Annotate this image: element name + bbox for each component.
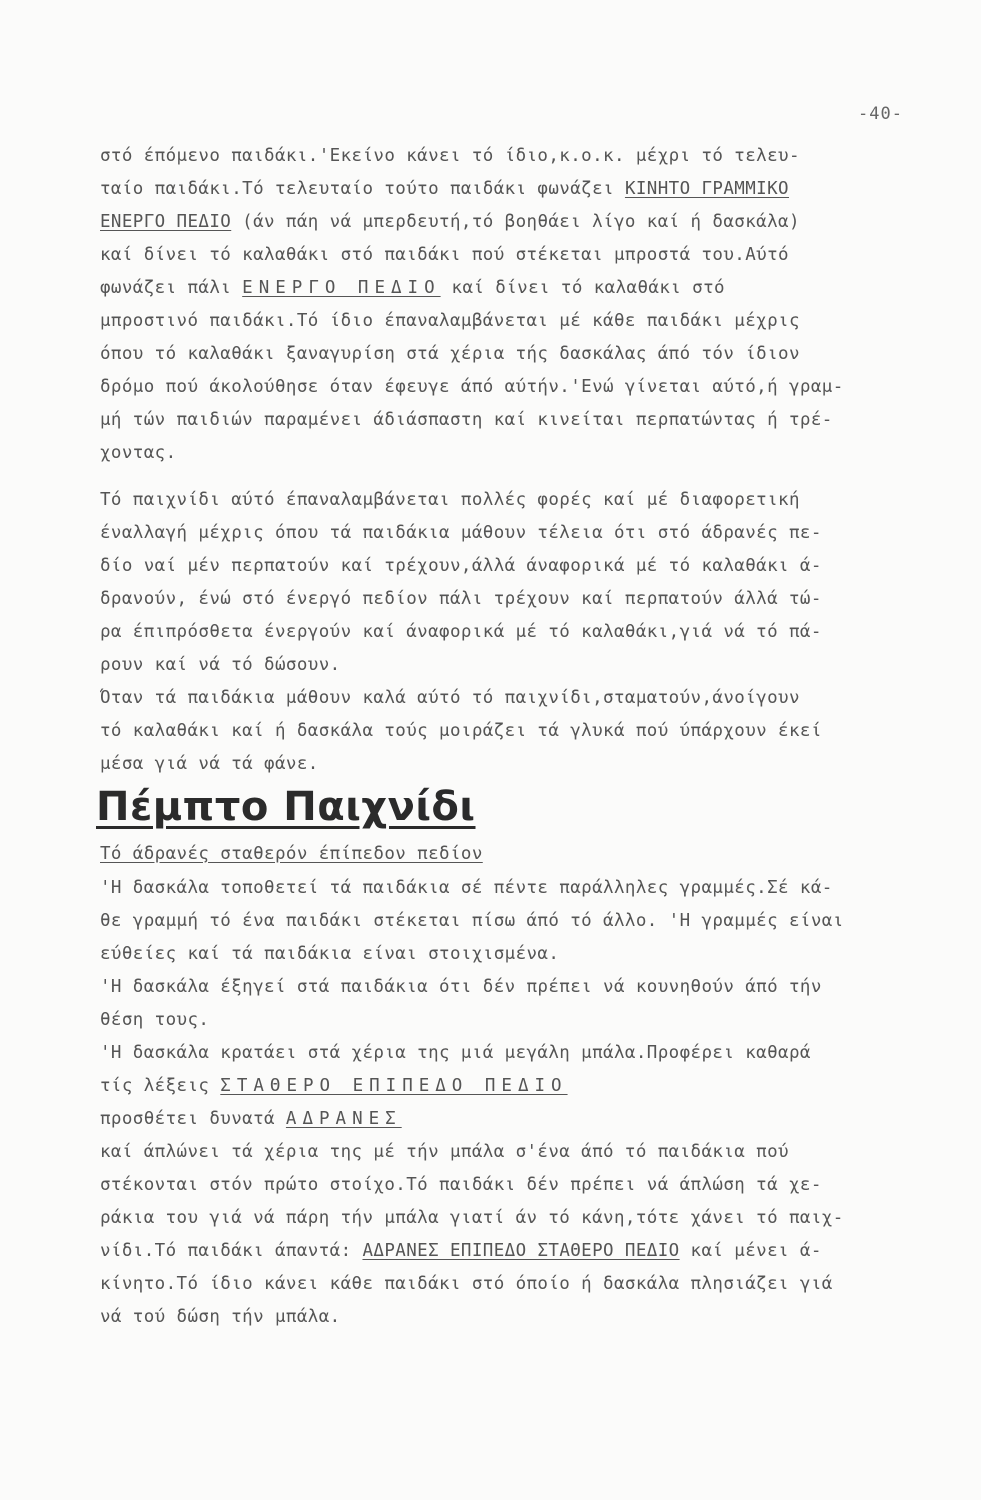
paragraph-fifth-game — [100, 872, 920, 1334]
text-line: δρανούν, ένώ στό ένεργό πεδίον πάλι τρέχουν καί περπατούν άλλά τώ- — [100, 589, 822, 609]
text-segment: ταίο παιδάκι.Τό τελευταίο τούτο παιδάκι φωνάζει — [100, 179, 625, 199]
page-number: -40- — [858, 104, 903, 124]
text-line: μπροστινό παιδάκι.Τό ίδιο έπαναλαμβάνεται μέ κάθε παιδάκι μέχρις — [100, 311, 800, 331]
text-line: δρόμο πού άκολούθησε όταν έφευγε άπό αύτήν.'Ενώ γίνεται αύτό,ή γραμ- — [100, 377, 844, 397]
text-line: Όταν τά παιδάκια μάθουν καλά αύτό τό παιχνίδι,σταματούν,άνοίγουν — [100, 688, 800, 708]
text-line: ράκια του γιά νά πάρη τήν μπάλα γιατί άν τό κάνη,τότε χάνει τό παιχ- — [100, 1208, 844, 1228]
text-line — [100, 206, 920, 239]
text-line: μέσα γιά νά τά φάνε. — [100, 754, 319, 774]
spaced-underlined-phrase: ΣΤΑΘΕΡΟ ΕΠΙΠΕΔΟ ΠΕΔΙΟ — [220, 1076, 568, 1096]
section-subtitle: Τό άδρανές σταθερόν έπίπεδον πεδίον — [100, 844, 483, 864]
paragraph-continuation — [100, 140, 920, 470]
paragraph-repetition — [100, 484, 920, 781]
text-line: όπου τό καλαθάκι ξαναγυρίση στά χέρια τής δασκάλας άπό τόν ίδιον — [100, 344, 800, 364]
text-segment: καί μένει ά- — [679, 1241, 822, 1261]
text-line: 'Η δασκάλα τοποθετεί τά παιδάκια σέ πέντε παράλληλες γραμμές.Σέ κά- — [100, 878, 833, 898]
spaced-underlined-phrase: ΑΔΡΑΝΕΣ — [285, 1109, 402, 1129]
text-segment: τίς λέξεις — [100, 1076, 221, 1096]
text-line: ρουν καί νά τό δώσουν. — [100, 655, 341, 675]
text-line: Τό παιχνίδι αύτό έπαναλαμβάνεται πολλές φορές καί μέ διαφορετική — [100, 490, 800, 510]
text-line: ρα έπιπρόσθετα ένεργούν καί άναφορικά μέ τό καλαθάκι,γιά νά τό πά- — [100, 622, 822, 642]
text-line: θέση τους. — [100, 1010, 210, 1030]
text-line — [100, 1070, 920, 1103]
text-line — [100, 272, 920, 305]
text-line: καί δίνει τό καλαθάκι στό παιδάκι πού στέκεται μπροστά του.Αύτό — [100, 245, 789, 265]
text-line: 'Η δασκάλα έξηγεί στά παιδάκια ότι δέν πρέπει νά κουνηθούν άπό τήν — [100, 977, 822, 997]
text-line — [100, 1235, 920, 1268]
text-line — [100, 1103, 920, 1136]
text-line — [100, 173, 920, 206]
text-line: μή τών παιδιών παραμένει άδιάσπαστη καί κινείται περπατώντας ή τρέ- — [100, 410, 833, 430]
text-segment: (άν πάη νά μπερδευτή,τό βοηθάει λίγο καί ή δασκάλα) — [231, 212, 800, 232]
text-segment: νίδι.Τό παιδάκι άπαντά: — [100, 1241, 363, 1261]
text-line: τό καλαθάκι καί ή δασκάλα τούς μοιράζει τά γλυκά πού ύπάρχουν έκεί — [100, 721, 822, 741]
text-line: στό έπόμενο παιδάκι.'Εκείνο κάνει τό ίδιο,κ.ο.κ. μέχρι τό τελευ- — [100, 146, 800, 166]
underlined-phrase: ΑΔΡΑΝΕΣ ΕΠΙΠΕΔΟ ΣΤΑΘΕΡΟ ΠΕΔΙΟ — [362, 1241, 680, 1261]
text-line: νά τού δώση τήν μπάλα. — [100, 1307, 341, 1327]
text-line: κίνητο.Τό ίδιο κάνει κάθε παιδάκι στό όποίο ή δασκάλα πλησιάζει γιά — [100, 1274, 833, 1294]
text-segment: προσθέτει δυνατά — [100, 1109, 286, 1129]
text-line: εύθείες καί τά παιδάκια είναι στοιχισμένα. — [100, 944, 560, 964]
text-line: θε γραμμή τό ένα παιδάκι στέκεται πίσω άπό τό άλλο. 'Η γραμμές είναι — [100, 911, 844, 931]
text-line: χοντας. — [100, 443, 177, 463]
spaced-underlined-phrase: ΕΝΕΡΓΟ ΠΕΔΙΟ — [242, 278, 441, 298]
text-line: 'Η δασκάλα κρατάει στά χέρια της μιά μεγάλη μπάλα.Προφέρει καθαρά — [100, 1043, 811, 1063]
text-line: καί άπλώνει τά χέρια της μέ τήν μπάλα σ'ένα άπό τό παιδάκια πού — [100, 1142, 789, 1162]
text-line: στέκονται στόν πρώτο στοίχο.Τό παιδάκι δέν πρέπει νά άπλώση τά χε- — [100, 1175, 822, 1195]
underlined-phrase: ΕΝΕΡΓΟ ΠΕΔΙΟ — [100, 212, 232, 232]
text-segment: καί δίνει τό καλαθάκι στό — [440, 278, 725, 298]
text-line: δίο ναί μέν περπατούν καί τρέχουν,άλλά άναφορικά μέ τό καλαθάκι ά- — [100, 556, 822, 576]
section-title — [96, 784, 476, 830]
underlined-phrase: ΚΙΝΗΤΟ ΓΡΑΜΜΙΚΟ — [624, 179, 789, 199]
text-segment: φωνάζει πάλι — [100, 278, 243, 298]
section-title-text: Πέμπτο Παιχνίδι — [96, 784, 476, 830]
text-line: έναλλαγή μέχρις όπου τά παιδάκια μάθουν τέλεια ότι στό άδρανές πε- — [100, 523, 822, 543]
